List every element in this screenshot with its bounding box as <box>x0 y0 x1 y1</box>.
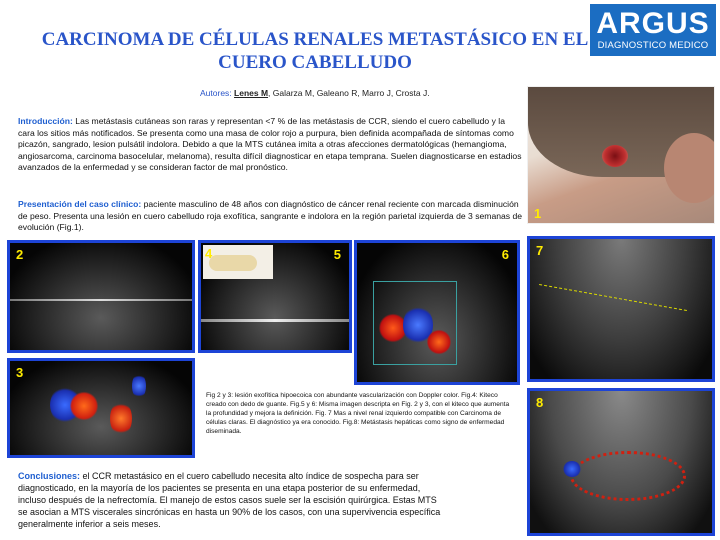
doppler-blue-flow <box>132 373 146 399</box>
introduction-section <box>18 116 523 174</box>
figure-7-number: 7 <box>536 243 544 258</box>
introduction-text: Las metástasis cutáneas son raras y representan <7 % de las metástasis de CCR, siendo el cuero cabelludo y la cara los sitios más notificados. Se presenta como una masa de color rojo a purpura, bien definida acompañada de síntomas como picazón, sangrado, lesion pulsátil indolora. Debido a que la MTS cutánea imita a otras afecciones dermatológicas (hemangioma, angiosarcoma, carcinoma basocelular, melanoma), resulta difícil diagnosticar en etapa temprana. Suelen diagnosticarse en estadios avanzados de la enfermedad y se consideran factor de mal pronóstico. <box>18 116 522 172</box>
conclusions-heading: Conclusiones: <box>18 471 81 481</box>
logo-subtitle: DIAGNOSTICO MEDICO <box>597 40 709 51</box>
introduction-heading: Introducción: <box>18 116 73 126</box>
authors-label: Autores: <box>200 88 232 98</box>
scalp-lesion <box>602 145 628 167</box>
glove-finger-shape <box>209 255 257 271</box>
figure-2-number: 2 <box>16 247 24 262</box>
authors-line <box>200 88 530 98</box>
logo-name: ARGUS <box>596 7 710 40</box>
lead-author: Lenes M <box>234 88 269 98</box>
figure-4-glove-photo <box>203 245 273 279</box>
ultrasound-image <box>10 361 192 455</box>
doppler-blue-flow <box>562 461 582 477</box>
co-authors: , Galarza M, Galeano R, Marro J, Crosta J. <box>268 88 430 98</box>
skin-echo-line <box>201 319 349 322</box>
figure-3-doppler <box>7 358 195 458</box>
conclusions-text: el CCR metastásico en el cuero cabelludo necesita alto índice de sospecha para ser diagnosticado, en la mayoría de los pacientes se presenta en una etapa posterior de su enfermedad, incluso después de la nefrectomía. El manejo de estos casos suele ser la escisión quirúrgica. Estas MTS se asocian a MTS viscerales sincrónicas en hasta un 90% de los casos, con una supervivencia específica generalmente inferior a seis meses. <box>18 471 441 529</box>
figure-4-number: 4 <box>205 246 213 261</box>
case-heading: Presentación del caso clínico: <box>18 199 142 209</box>
skin-echo-line <box>10 299 192 301</box>
figure-6-number: 6 <box>501 247 509 262</box>
figure-1-photo <box>527 86 715 224</box>
figure-7-renal-ultrasound <box>527 236 715 382</box>
ultrasound-image <box>10 243 192 350</box>
figure-caption: Fig 2 y 3: lesión exofítica hipoecoica con abundante vascularización con Doppler color. Fig.4: Kiteco creado con dedo de guante. Fig.5 y 6: Misma imagen descripta en Fig. 2 y 3, con el kiteco que aumenta la profundidad y mejora la definición. Fig. 7 Mas a nivel renal izquierdo compatible con Carcinoma de células claras. El diagnóstico ya era conocido. Fig.8: Metástasis hepáticas como signo de enfermedad diseminada. <box>206 392 510 435</box>
poster-title: CARCINOMA DE CÉLULAS RENALES METASTÁSICO EN EL CUERO CABELLUDO <box>41 29 589 73</box>
doppler-red-flow <box>570 451 686 501</box>
case-text: paciente masculino de 48 años con diagnóstico de cáncer renal reciente con marcada disminución de peso. Presenta una lesión en cuero cabelludo roja exofítica, sangrante e indolora en la región parietal izquierda de 3 semanas de evolución (Fig.1). <box>18 199 523 232</box>
figure-8-number: 8 <box>536 395 544 410</box>
figure-4-5-ultrasound <box>198 240 352 353</box>
figure-5-number: 5 <box>333 247 341 262</box>
ear-shape <box>664 133 715 203</box>
doppler-red-flow <box>70 391 98 421</box>
argus-logo <box>590 4 716 56</box>
doppler-red-flow <box>427 329 451 355</box>
case-section <box>18 199 523 234</box>
conclusions-section <box>18 470 448 530</box>
figure-1-number: 1 <box>534 206 542 221</box>
figure-3-number: 3 <box>16 365 24 380</box>
figure-8-liver-doppler <box>527 388 715 536</box>
figure-2-ultrasound <box>7 240 195 353</box>
figure-6-doppler <box>354 240 520 385</box>
doppler-red-flow <box>110 401 132 436</box>
